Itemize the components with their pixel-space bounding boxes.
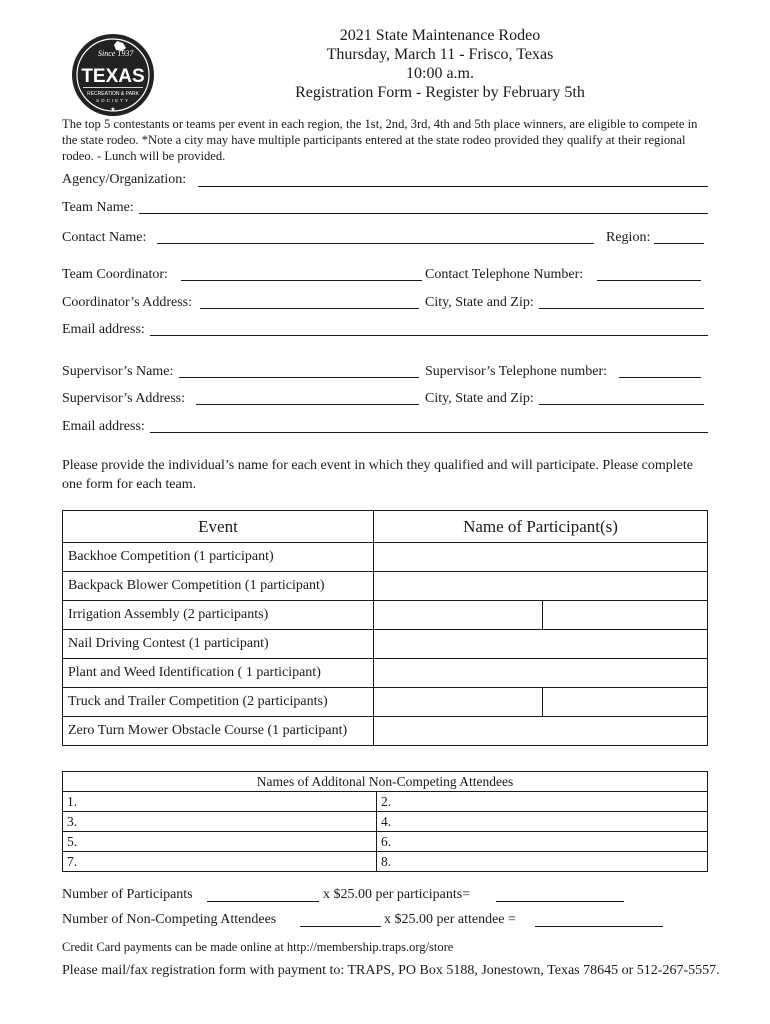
- attendee-cell[interactable]: 4.: [377, 812, 708, 832]
- events-table-header: [63, 511, 708, 543]
- coordinator-address-label: Coordinator’s Address:: [62, 295, 193, 310]
- logo-since-text: Since 1937: [98, 49, 134, 58]
- email-field-1[interactable]: [150, 335, 708, 336]
- email-label-1: Email address:: [62, 322, 145, 337]
- event-name: Irrigation Assembly (2 participants): [63, 601, 374, 630]
- attendees-table-title: Names of Additonal Non-Competing Attendees: [63, 772, 708, 792]
- logo-society-text: SOCIETY: [96, 98, 130, 103]
- attendees-rate-label: x $25.00 per attendee =: [384, 912, 516, 927]
- attendees-count-field[interactable]: [300, 926, 381, 927]
- city-state-zip-label-2: City, State and Zip:: [425, 391, 534, 406]
- contact-name-field[interactable]: [157, 243, 594, 244]
- participant-cell[interactable]: [374, 717, 708, 746]
- attendee-cell[interactable]: 7.: [63, 852, 377, 872]
- participant-cell[interactable]: [374, 659, 708, 688]
- participant-cell[interactable]: [374, 572, 708, 601]
- table-row: [63, 792, 708, 812]
- supervisor-phone-field[interactable]: [619, 377, 701, 378]
- intro-paragraph: The top 5 contestants or teams per event in each region, the 1st, 2nd, 3rd, 4th and 5th place winners, are eligible to compete in the state rodeo. *Note a city may have multiple participants entered at the state rodeo provided they qualify at their regional rodeo. - Lunch will be provided.: [62, 117, 698, 163]
- email-label-2: Email address:: [62, 419, 145, 434]
- event-name: Truck and Trailer Competition (2 participants): [63, 688, 374, 717]
- texas-recreation-park-society-logo: [70, 32, 156, 118]
- region-label: Region:: [606, 230, 651, 245]
- city-state-zip-field-2[interactable]: [539, 404, 704, 405]
- contact-name-label: Contact Name:: [62, 230, 147, 245]
- table-row: [63, 688, 708, 717]
- attendee-cell[interactable]: 3.: [63, 812, 377, 832]
- table-row: [63, 812, 708, 832]
- mailing-instructions: Please mail/fax registration form with payment to: TRAPS, PO Box 5188, Jonestown, Texas 78645 or 512-267-5557.: [62, 963, 720, 978]
- attendee-cell[interactable]: 1.: [63, 792, 377, 812]
- contact-phone-label: Contact Telephone Number:: [425, 267, 584, 282]
- participants-rate-label: x $25.00 per participants=: [323, 887, 471, 902]
- participants-count-field[interactable]: [207, 901, 319, 902]
- form-header: [260, 26, 620, 102]
- table-row: [63, 852, 708, 872]
- event-name: Zero Turn Mower Obstacle Course (1 participant): [63, 717, 374, 746]
- table-row: [63, 601, 708, 630]
- participant-cell[interactable]: [374, 630, 708, 659]
- team-name-field[interactable]: [139, 213, 708, 214]
- event-time: 10:00 a.m.: [406, 65, 474, 82]
- email-field-2[interactable]: [150, 432, 708, 433]
- region-field[interactable]: [654, 243, 704, 244]
- attendees-total-field[interactable]: [535, 926, 663, 927]
- participant-cell[interactable]: [543, 688, 708, 717]
- attendees-table: [62, 771, 708, 872]
- agency-field[interactable]: [198, 186, 708, 187]
- table-row: [63, 717, 708, 746]
- attendee-cell[interactable]: 5.: [63, 832, 377, 852]
- logo-star-icon: ★: [110, 107, 116, 113]
- participant-cell[interactable]: [374, 688, 543, 717]
- events-table: [62, 510, 708, 746]
- event-name: Nail Driving Contest (1 participant): [63, 630, 374, 659]
- participants-count-label: Number of Participants: [62, 887, 193, 902]
- supervisor-name-label: Supervisor’s Name:: [62, 364, 174, 379]
- supervisor-address-field[interactable]: [196, 404, 419, 405]
- coordinator-address-field[interactable]: [200, 308, 419, 309]
- team-name-label: Team Name:: [62, 200, 134, 215]
- table-row: [63, 543, 708, 572]
- logo-name-text: TEXAS: [81, 66, 145, 87]
- event-name: Backhoe Competition (1 participant): [63, 543, 374, 572]
- attendee-cell[interactable]: 8.: [377, 852, 708, 872]
- participant-cell[interactable]: [374, 601, 543, 630]
- event-column-header: Event: [63, 511, 374, 543]
- participants-total-field[interactable]: [496, 901, 624, 902]
- supervisor-address-label: Supervisor’s Address:: [62, 391, 186, 406]
- table-row: [63, 572, 708, 601]
- team-coordinator-label: Team Coordinator:: [62, 267, 168, 282]
- attendee-cell[interactable]: 6.: [377, 832, 708, 852]
- participant-cell[interactable]: [543, 601, 708, 630]
- event-title: 2021 State Maintenance Rodeo: [339, 27, 541, 44]
- table-row: [63, 832, 708, 852]
- registration-deadline: Registration Form - Register by February 5th: [295, 84, 585, 101]
- attendees-count-label: Number of Non-Competing Attendees: [62, 912, 277, 927]
- agency-label: Agency/Organization:: [62, 172, 187, 187]
- participants-column-header: Name of Participant(s): [374, 511, 708, 543]
- supervisor-name-field[interactable]: [179, 377, 419, 378]
- logo-subtitle-text: RECREATION & PARK: [87, 91, 139, 97]
- city-state-zip-label-1: City, State and Zip:: [425, 295, 534, 310]
- attendee-cell[interactable]: 2.: [377, 792, 708, 812]
- event-name: Plant and Weed Identification ( 1 participant): [63, 659, 374, 688]
- event-name: Backpack Blower Competition (1 participant): [63, 572, 374, 601]
- city-state-zip-field-1[interactable]: [539, 308, 704, 309]
- table-row: [63, 630, 708, 659]
- supervisor-phone-label: Supervisor’s Telephone number:: [425, 364, 608, 379]
- table-row: [63, 659, 708, 688]
- team-coordinator-field[interactable]: [181, 280, 422, 281]
- event-date-location: Thursday, March 11 - Frisco, Texas: [326, 46, 554, 63]
- participant-cell[interactable]: [374, 543, 708, 572]
- instructions-paragraph: Please provide the individual’s name for each event in which they qualified and will participate. Please complete one form for each team.: [62, 458, 693, 492]
- contact-phone-field[interactable]: [597, 280, 701, 281]
- credit-card-note: Credit Card payments can be made online at http://membership.traps.org/store: [62, 940, 454, 954]
